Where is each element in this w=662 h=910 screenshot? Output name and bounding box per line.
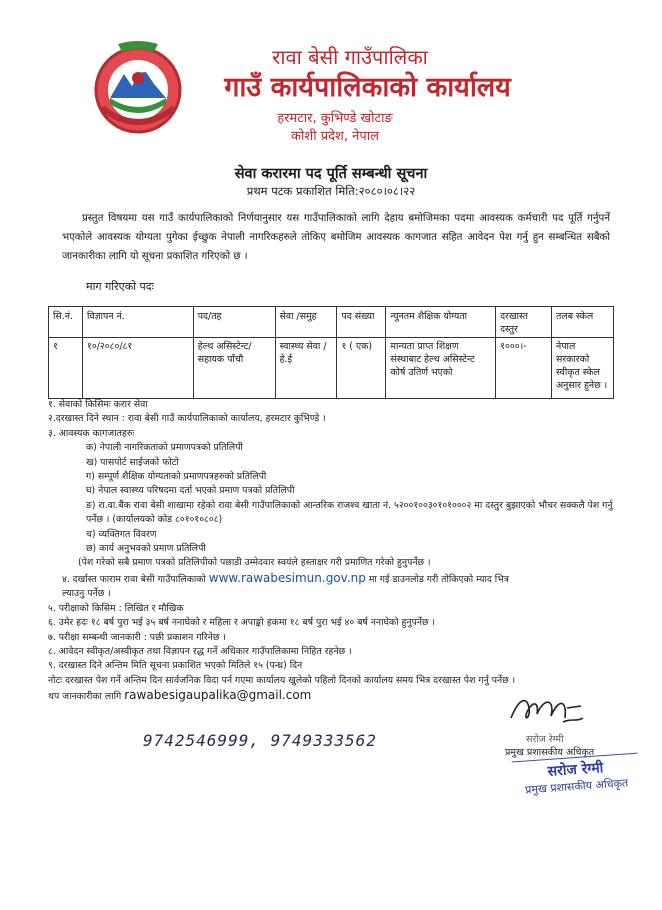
office-name: गाउँ कार्यपालिकाको कार्यालय — [224, 72, 511, 103]
note-attest: (पेश गरेको सबै प्रमाण पत्रको प्रतिलिपीको पछाडी उम्मेदवार स्वयंले हस्ताक्षर गरी प्रमाणित गरेको हुनुपर्नेछ । — [78, 557, 431, 569]
office-province: कोशी प्रदेश, नेपाल — [291, 129, 379, 144]
document-item: च) व्यक्तिगत विवरण — [86, 528, 157, 540]
table-cell: १०००।- — [496, 338, 552, 399]
table-header: दरखास्त दस्तुर — [496, 307, 552, 338]
notice-title: सेवा करारमा पद पूर्ति सम्बन्धी सूचना — [234, 166, 428, 182]
table-header: सि.नं. — [49, 307, 83, 338]
note-exam-type: ५. परीक्षाको किसिम : लिखित र मौखिक — [48, 602, 184, 614]
notice-body — [62, 209, 610, 266]
table-cell: हेल्थ असिस्टेन्ट/सहायक पाँचौ — [193, 338, 275, 399]
table-header: पद संख्या — [337, 307, 386, 338]
document-item: घ) नेपाल स्वास्थ्य परिषदमा दर्ता भएको प्रमाण पत्रको प्रतिलिपी — [86, 485, 295, 497]
requested-posts-label: माग गरिएको पदः — [86, 280, 154, 293]
table-header: पद/तह — [193, 307, 275, 338]
contact-label: थप जानकारीका लागि — [48, 691, 122, 703]
table-header-row — [49, 307, 614, 338]
table-cell: स्वास्थ्य सेवा /हे.ई — [275, 338, 337, 399]
signature-icon — [505, 688, 587, 732]
notice-body-text: प्रस्तुत विषयमा यस गाउँ कार्यपालिकाको निर्णयानुसार यस गाउँपालिकाको लागि देहाय बमोजिमका पदमा आवस्यक कर्मचारी पद पूर्ति गर्नुपर्ने भएकोले आवस्यक योग्यता पुगेका ईच्छुक नेपाली नागरिकहरुले तोकिए बमोजिम आवस्यक कागजात सहित आवेदन पेश गर्नु हुन सम्बन्धित सबैको जानकारीका लागि यो सूचना प्रकाशित गरिएको छ । — [62, 213, 610, 262]
note-apply-place: २.दरखास्त दिने स्थान : रावा बेसी गाउँ कार्यपालिकाको कार्यालय, हरमटार कुभिण्डे । — [48, 413, 326, 425]
note-form-text: ४. दर्खास्त फाराम रावा बेसी गाउँपालिकाको — [62, 573, 206, 585]
posts-table — [48, 306, 614, 399]
note-form-submit: ल्याउनु पर्नेछ । — [62, 588, 111, 600]
note-documents-heading: ३. आवस्यक कागजातहरुः — [48, 427, 135, 439]
table-header: तलब स्केल — [552, 307, 614, 338]
contact-email[interactable]: rawabesigaupalika@gmail.com — [124, 688, 312, 703]
table-cell: १ — [49, 338, 83, 399]
website-link[interactable]: www.rawabesimun.gov.np — [208, 570, 366, 585]
note-age-limit: ६. उमेर हदः १८ बर्ष पुरा भई ३५ बर्ष ननाघेको र महिला र अपाङ्को हकमा १८ बर्ष पुरा भई ४० बर्ष ननाघेको हुनुपर्नेछ । — [48, 617, 436, 629]
table-header: विज्ञापन नं. — [82, 307, 193, 338]
municipality-emblem-icon — [88, 38, 188, 138]
signatory-designation: प्रमुख प्रशासकीय अधिकृत — [505, 747, 595, 758]
contact-phones: 9742546999, 9749333562 — [143, 731, 377, 750]
signatory-name: सरोज रेग्मी — [526, 734, 564, 745]
note-service-type: १. सेवाको किसिमः करार सेवा — [48, 399, 148, 410]
note-form-download — [48, 571, 618, 587]
table-cell: १०/२०८०/८१ — [82, 338, 193, 399]
note-form-text-2: मा गई डाउनलोड गरी तोकिएको म्याद भित्र — [368, 573, 509, 585]
note-authority: ८. आवेदन स्वीकृत/अस्वीकृत तथा विज्ञापन रद्ध गर्ने अधिकार गाउँपालिकामा निहित रहनेछ । — [48, 645, 352, 657]
note-exam-info: ७. परीक्षा सम्बन्धी जानकारी : पछी प्रकाशन गरिनेछ । — [48, 631, 226, 643]
table-cell: मान्यता प्राप्त शिक्षण संस्थाबाट हेल्थ असिस्टेन्ट कोर्ष उतिर्ण भएको — [386, 338, 496, 399]
table-cell: नेपाल सरकारको स्वीकृत स्केल अनुसार हुनेछ । — [552, 338, 614, 399]
document-item: ख) पासपोर्ट साईजको फोटो — [86, 456, 179, 468]
document-item: ङ) रा.वा.बैंक रावा बेसी शाखामा रहेको रावा बेसी गाउँपालिकाको आन्तरिक राजश्व खाता नं. ५२००१००३०१०१०००२ मा दस्तुर बुझाएको भौचर सक्कलै पेश गर्नु पर्नेछ । (कार्यालयको कोड ८०१०१०८०८) — [86, 499, 613, 526]
document-item: क) नेपाली नागरिकताको प्रमाणपत्रको प्रतिलिपी — [86, 442, 243, 454]
note-deadline: ९. दरखास्त दिने अन्तिम मिति सूचना प्रकाशित भएको मितिले १५ (पन्ध्र) दिन — [48, 660, 303, 672]
published-date: प्रथम पटक प्रकाशित मिति:२०८०।०८।२२ — [246, 184, 416, 198]
stamp-designation: प्रमुख प्रशासकीय अधिकृत — [524, 776, 629, 797]
office-location: हरमटार, कुभिण्डे खोटाङ — [277, 111, 393, 126]
document-item: छ) कार्य अनुभवको प्रमाण प्रतिलिपी — [86, 543, 206, 555]
table-row — [49, 338, 614, 399]
note-holiday: नोटः दरखास्त पेश गर्ने अन्तिम दिन सार्वजनिक विदा पर्न गएमा कार्यालय खुलेको पहिलो दिनको कार्यालय समय भित्र दरखास्त पेश गर्नु पर्नेछ । — [48, 674, 516, 686]
table-cell: १ ( एक) — [337, 338, 386, 399]
document-item: ग) सम्पूर्ण शैक्षिक योग्यताको प्रमाणपत्रहरुको प्रतिलिपी — [86, 471, 267, 483]
table-header: सेवा /समुह — [275, 307, 337, 338]
notice-points — [48, 398, 618, 705]
official-stamp — [512, 753, 641, 803]
table-header: न्युनतम शैक्षिक योग्यता — [386, 307, 496, 338]
municipality-name: रावा बेसी गाउँपालिका — [272, 45, 428, 69]
stamp-name: सरोज रेग्मी — [547, 760, 604, 780]
